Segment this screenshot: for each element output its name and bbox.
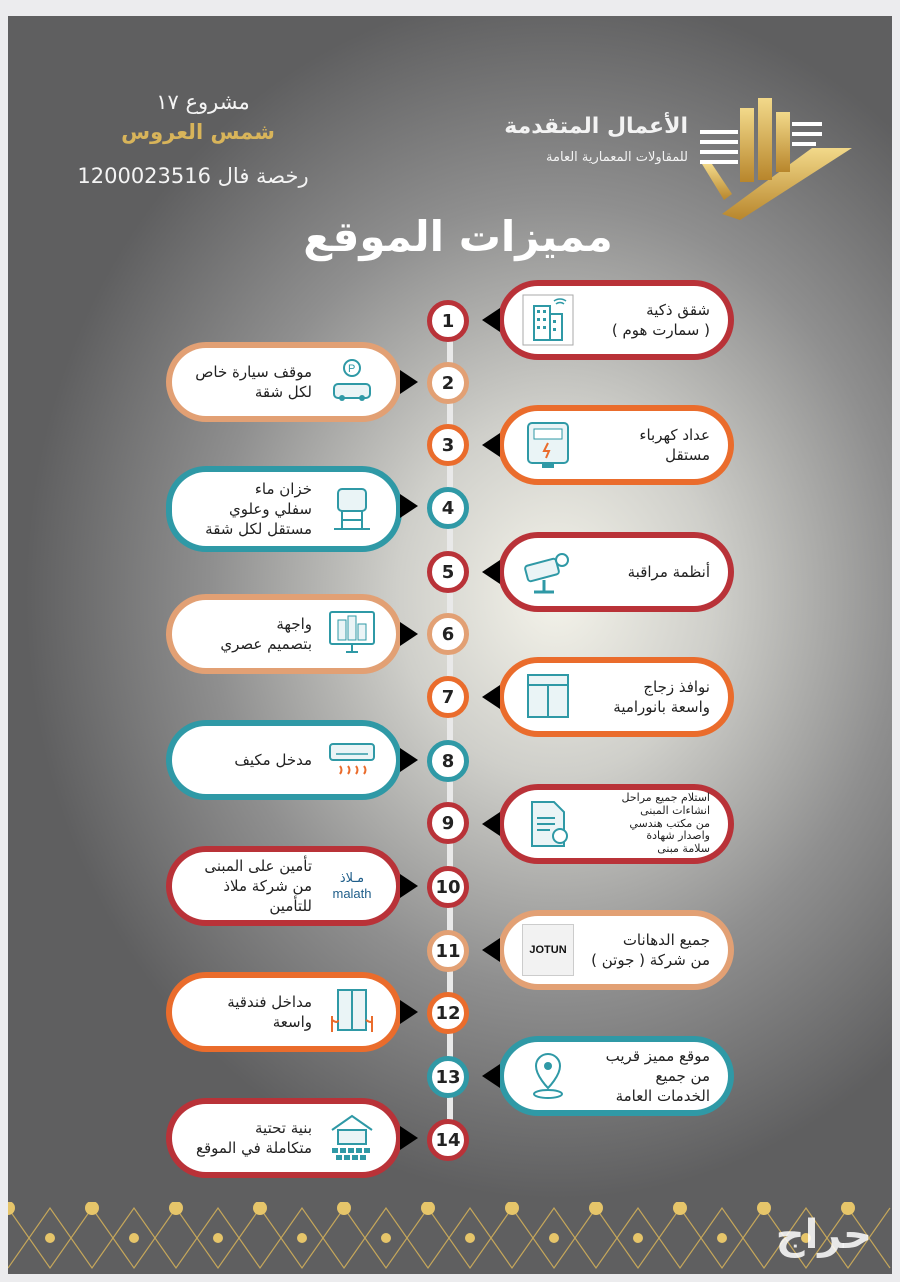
company-subtitle: للمقاولات المعمارية العامة — [546, 150, 688, 165]
poster — [8, 16, 892, 1274]
electric-meter-icon — [522, 419, 574, 471]
step-number: 10 — [427, 866, 469, 908]
feature-card-7 — [498, 657, 734, 737]
step-number: 6 — [427, 613, 469, 655]
step-number: 1 — [427, 300, 469, 342]
step-number: 3 — [427, 424, 469, 466]
feature-text: شقق ذكية ( سمارت هوم ) — [611, 300, 710, 339]
feature-card-9 — [498, 784, 734, 864]
smart-building-icon — [522, 294, 574, 346]
feature-card-13 — [498, 1036, 734, 1116]
building-logo-icon — [692, 94, 852, 220]
page-title: مميزات الموقع — [303, 212, 613, 261]
decorative-pattern — [8, 1202, 892, 1274]
step-number: 8 — [427, 740, 469, 782]
feature-text: جميع الدهانات من شركة ( جوتن ) — [591, 930, 710, 969]
license-number: رخصة فال 1200023516 — [77, 164, 309, 188]
project-name: شمس العروس — [121, 120, 275, 144]
feature-card-3 — [498, 405, 734, 485]
feature-text: استلام جميع مراحل انشاءات المبنى من مكتب هندسي واصدار شهادة سلامة مبنى — [621, 790, 710, 856]
step-number: 11 — [427, 930, 469, 972]
feature-card-10 — [166, 846, 402, 926]
parking-car-icon — [326, 356, 378, 408]
step-number: 9 — [427, 802, 469, 844]
feature-text: مدخل مكيف — [234, 750, 312, 769]
feature-card-14 — [166, 1098, 402, 1178]
company-logo — [500, 94, 860, 224]
step-number: 13 — [427, 1056, 469, 1098]
feature-card-4 — [166, 466, 402, 552]
malath-logo-icon — [326, 860, 378, 912]
window-icon — [522, 671, 574, 723]
feature-text: نوافذ زجاج واسعة بانورامية — [613, 677, 710, 716]
security-camera-icon — [522, 546, 574, 598]
air-conditioner-icon — [326, 734, 378, 786]
feature-card-11 — [498, 910, 734, 990]
site-watermark: حراج — [775, 1212, 872, 1258]
step-number: 14 — [427, 1119, 469, 1161]
feature-text: مداخل فندقية واسعة — [227, 992, 312, 1031]
feature-text: أنظمة مراقبة — [627, 562, 710, 581]
step-number: 5 — [427, 551, 469, 593]
project-number: مشروع ١٧ — [156, 90, 250, 114]
step-number: 7 — [427, 676, 469, 718]
step-number: 2 — [427, 362, 469, 404]
feature-card-2 — [166, 342, 402, 422]
step-number: 4 — [427, 487, 469, 529]
feature-card-6 — [166, 594, 402, 674]
feature-card-8 — [166, 720, 402, 800]
feature-text: عداد كهرباء مستقل — [639, 425, 710, 464]
feature-card-5 — [498, 532, 734, 612]
svg-text:P: P — [348, 363, 356, 375]
feature-text: بنية تحتية متكاملة في الموقع — [196, 1118, 312, 1157]
feature-card-12 — [166, 972, 402, 1052]
jotun-logo-icon: JOTUN — [522, 924, 574, 976]
certificate-icon — [522, 798, 574, 850]
water-tank-icon — [326, 483, 378, 535]
modern-facade-icon — [326, 608, 378, 660]
malath-logo-ar: مـلاذ — [339, 871, 365, 886]
hotel-entrance-icon — [326, 986, 378, 1038]
feature-text: خزان ماء سفلي وعلوي مستقل لكل شقة — [205, 479, 312, 539]
feature-text: موقف سيارة خاص لكل شقة — [195, 362, 312, 401]
company-name: الأعمال المتقدمة — [504, 114, 688, 139]
feature-text: موقع مميز قريب من جميع الخدمات العامة — [605, 1046, 710, 1106]
location-pin-icon — [522, 1050, 574, 1102]
malath-logo-en: malath — [332, 886, 372, 901]
step-number: 12 — [427, 992, 469, 1034]
feature-card-1 — [498, 280, 734, 360]
infrastructure-icon — [326, 1112, 378, 1164]
feature-text: واجهة بتصميم عصري — [220, 614, 312, 653]
feature-text: تأمين على المبنى من شركة ملاذ للتأمين — [204, 856, 312, 916]
